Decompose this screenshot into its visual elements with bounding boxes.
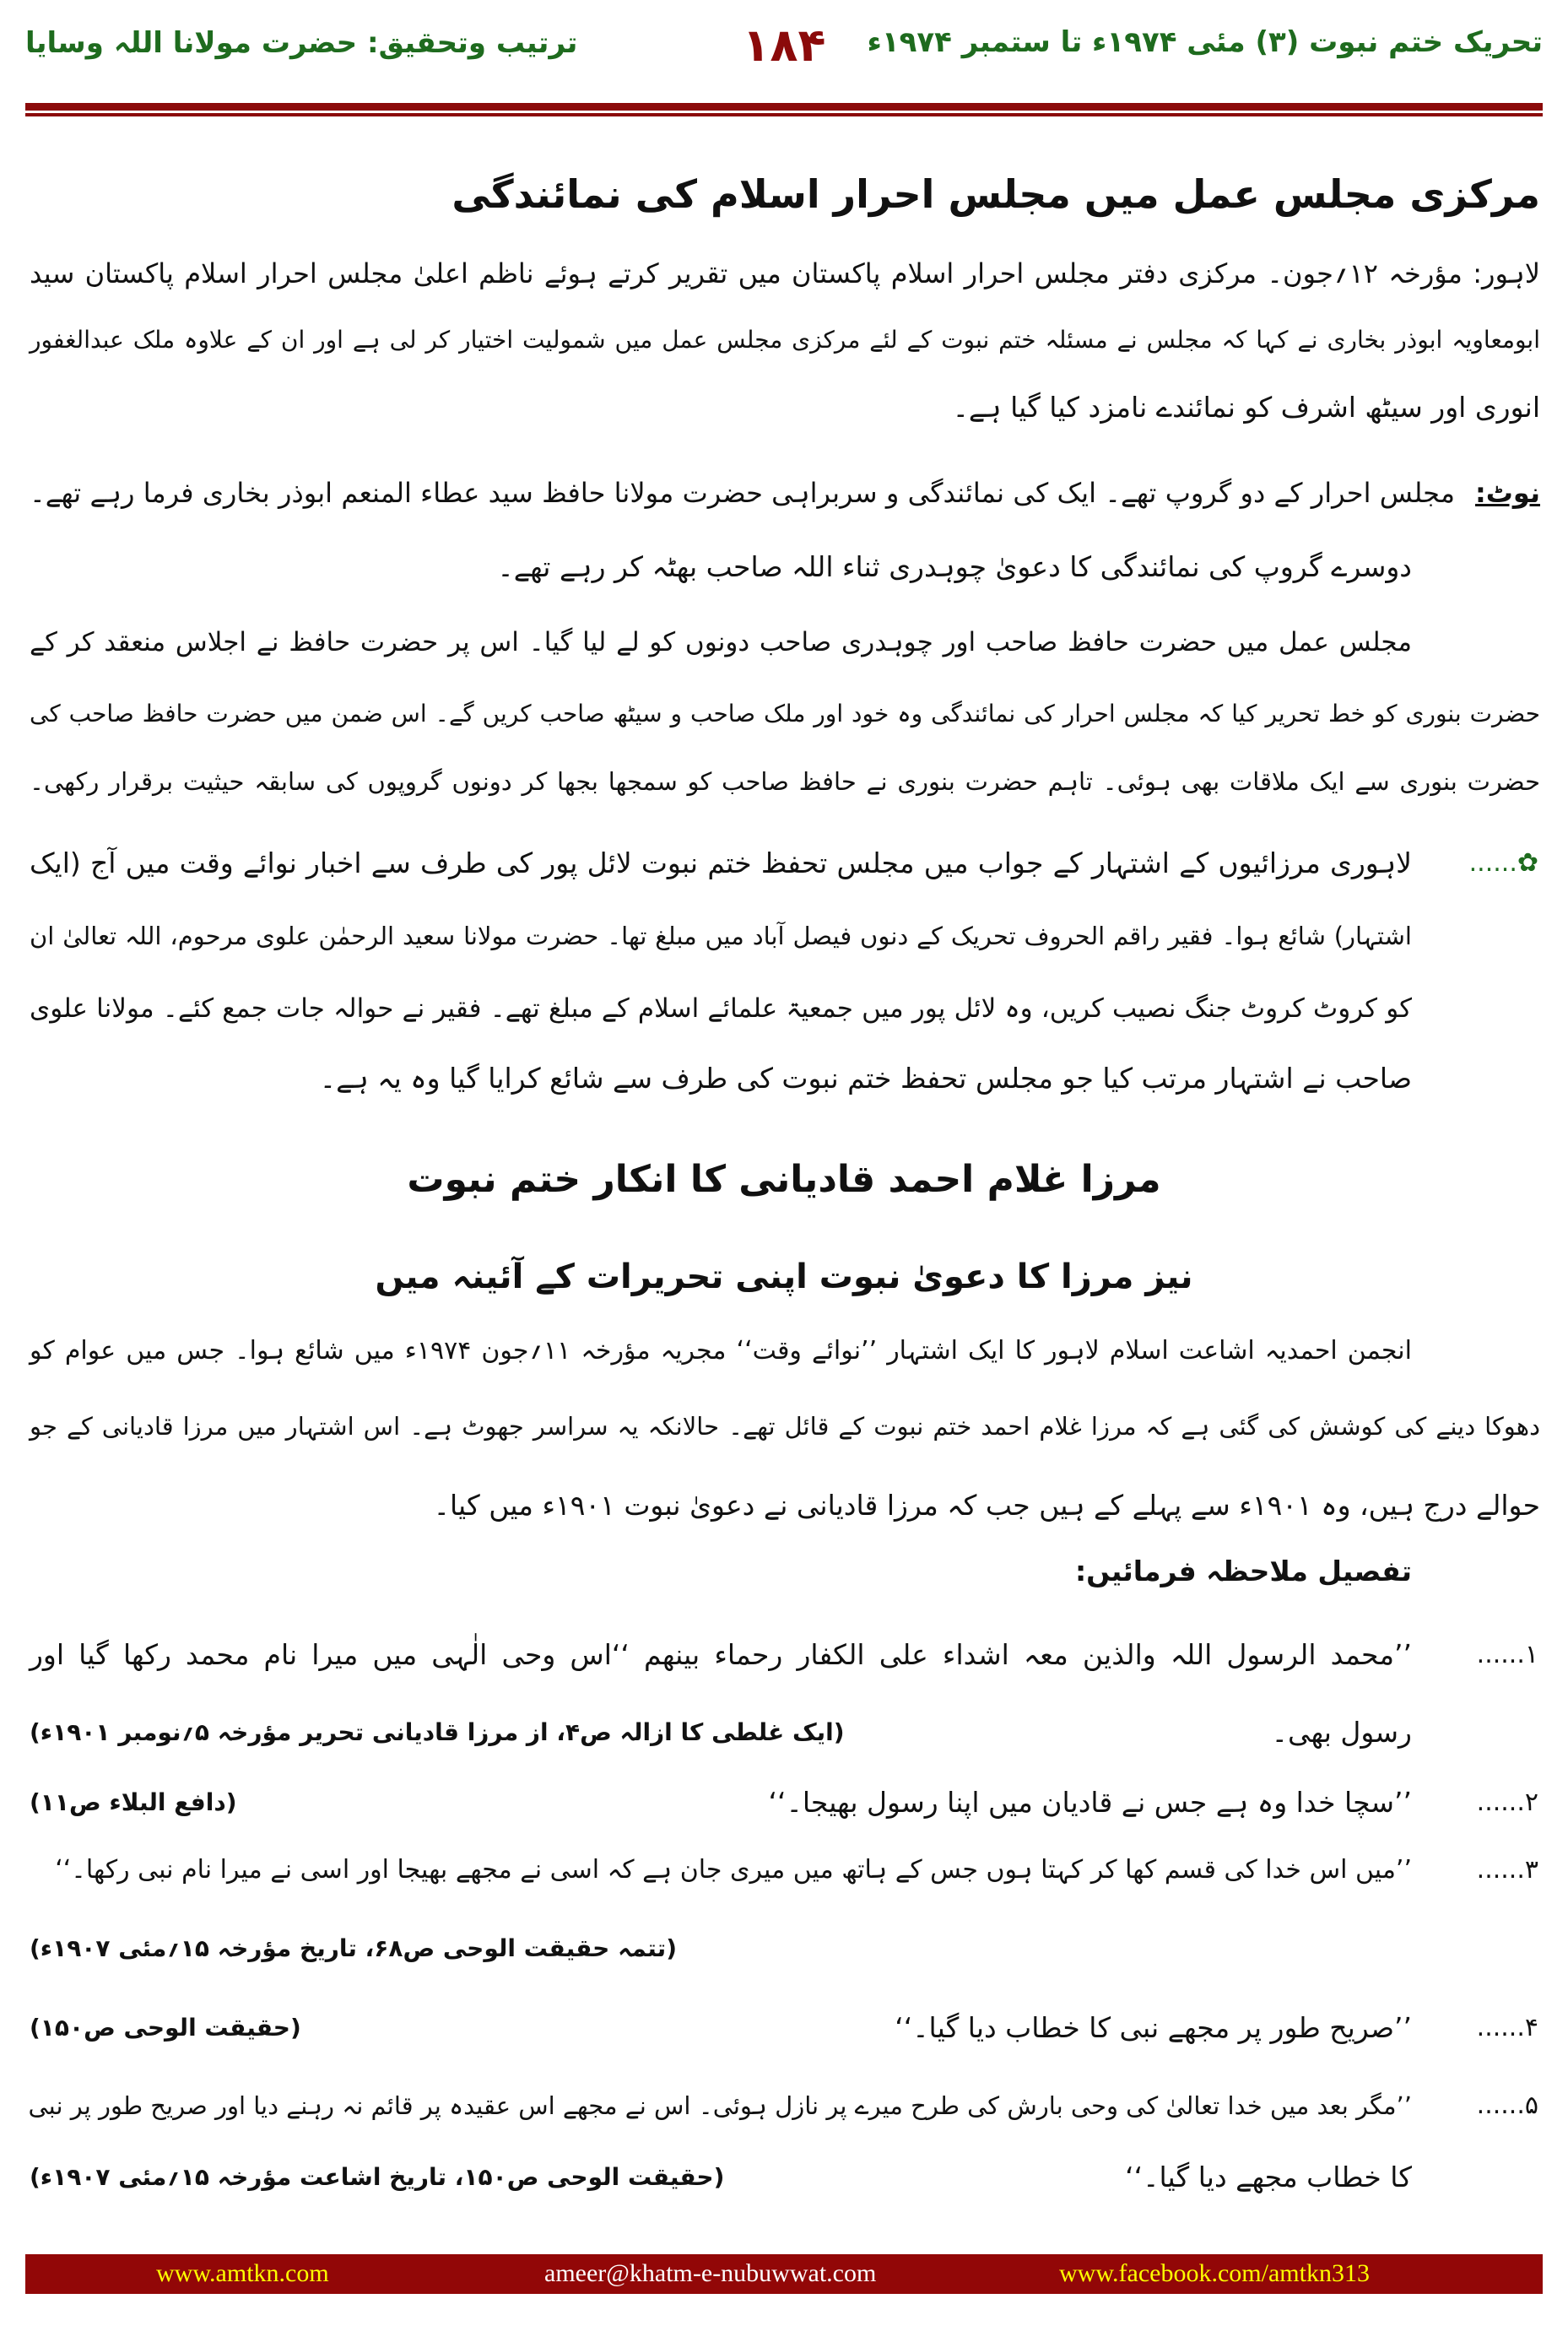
- footer-bar: [25, 2254, 1543, 2294]
- note-text: مجلس احرار کے دو گروپ تھے۔ ایک کی نمائندگی و سربراہی حضرت مولانا حافظ سید عطاء المنعم ابوذر بخاری فرما رہے تھے۔: [30, 477, 1455, 509]
- bullet-line: اشتہار) شائع ہوا۔ فقیر راقم الحروف تحریک کے دنوں فیصل آباد میں مبلغ تھا۔ حضرت مولانا سعید الرحمٰن علوی مرحوم، اللہ تعالیٰ ان: [30, 922, 1412, 950]
- section-title: مرکزی مجلس عمل میں مجلس احرار اسلام کی نمائندگی: [451, 171, 1540, 217]
- paragraph-line: ابومعاویہ ابوذر بخاری نے کہا کہ مجلس نے مسئلہ ختم نبوت کے لئے مرکزی مجلس عمل میں شمولیت اختیار کر لی ہے اور ان کے علاوہ ملک عبدالغفور: [30, 326, 1540, 354]
- item-number: ۴......: [1476, 2013, 1538, 2042]
- section-subtitle: نیز مرزا کا دعویٰ نبوت اپنی تحریرات کے آئینہ میں: [375, 1258, 1193, 1296]
- quote-line: ’’سچا خدا وہ ہے جس نے قادیان میں اپنا رسول بھیجا۔‘‘: [768, 1786, 1412, 1819]
- header-rule: [25, 103, 1543, 111]
- note-line: مجلس عمل میں حضرت حافظ صاحب اور چوہدری صاحب دونوں کو لے لیا گیا۔ اس پر حضرت حافظ نے اجلاس منعقد کر کے: [30, 627, 1412, 657]
- quote-line: ’’میں اس خدا کی قسم کھا کر کہتا ہوں جس کے ہاتھ میں میری جان ہے کہ اسی نے مجھے بھیجا اور اسی نے میرا نام نبی رکھا۔‘‘: [55, 1855, 1412, 1885]
- email-link[interactable]: ameer@khatm-e-nubuwwat.com: [544, 2259, 877, 2287]
- item-number: ۵......: [1476, 2090, 1538, 2120]
- citation: (دافع البلاء ص۱۱): [30, 1788, 237, 1816]
- quote-line: رسول بھی۔: [1271, 1716, 1412, 1749]
- quote-line: ’’صریح طور پر مجھے نبی کا خطاب دیا گیا۔‘‘: [895, 2011, 1412, 2044]
- quote-line: کا خطاب مجھے دیا گیا۔‘‘: [1125, 2161, 1412, 2193]
- bullet-line: صاحب نے اشتہار مرتب کیا جو مجلس تحفظ ختم نبوت کی طرف سے شائع کرایا گیا وہ یہ ہے۔: [319, 1062, 1412, 1095]
- paragraph-line: انجمن احمدیہ اشاعت اسلام لاہور کا ایک اشتہار ’’نوائے وقت‘‘ مجریہ مؤرخہ ۱۱؍جون ۱۹۷۴ء میں شائع ہوا۔ جس میں عوام کو: [30, 1336, 1412, 1366]
- citation: (تتمہ حقیقت الوحی ص۶۸، تاریخ مؤرخہ ۱۵؍مئی ۱۹۰۷ء): [30, 1934, 677, 1962]
- quote-line: ’’محمد الرسول اللہ والذین معہ اشداء علی الکفار رحماء بینھم ‘‘اس وحی الٰہی میں میرا نام محمد رکھا گیا اور: [30, 1638, 1412, 1671]
- quote-line: ’’مگر بعد میں خدا تعالیٰ کی وحی بارش کی طرح میرے پر نازل ہوئی۔ اس نے مجھے اس عقیدہ پر قائم نہ رہنے دیا اور صریح طور پر نبی: [28, 2091, 1412, 2120]
- paragraph-line: تفصیل ملاحظہ فرمائیں:: [1074, 1555, 1412, 1587]
- citation: (حقیقت الوحی ص۱۵۰، تاریخ اشاعت مؤرخہ ۱۵؍مئی ۱۹۰۷ء): [30, 2163, 725, 2191]
- paragraph-line: لاہور: مؤرخہ ۱۲؍جون۔ مرکزی دفتر مجلس احرار اسلام پاکستان میں تقریر کرتے ہوئے ناظم اعلیٰ مجلس احرار اسلام پاکستان سید: [30, 257, 1541, 289]
- note-label: نوٹ:: [1474, 477, 1540, 509]
- paragraph-line: حوالے درج ہیں، وہ ۱۹۰۱ء سے پہلے کے ہیں جب کہ مرزا قادیانی نے دعویٰ نبوت ۱۹۰۱ء میں کیا۔: [433, 1489, 1540, 1522]
- item-number: ۱......: [1476, 1640, 1538, 1669]
- compiler-credit: ترتیب وتحقیق: حضرت مولانا اللہ وسایا: [25, 26, 578, 60]
- facebook-link[interactable]: www.facebook.com/amtkn313: [1059, 2259, 1370, 2287]
- bullet-line: کو کروٹ کروٹ جنگ نصیب کریں، وہ لائل پور میں جمعیۃ علمائے اسلام کے مبلغ تھے۔ فقیر نے حوالہ جات جمع کئے۔ مولانا علوی: [30, 993, 1412, 1024]
- item-number: ۳......: [1476, 1855, 1538, 1885]
- citation: (حقیقت الوحی ص۱۵۰): [30, 2014, 301, 2042]
- note-line: حضرت بنوری کو خط تحریر کیا کہ مجلس احرار کی نمائندگی وہ خود اور ملک صاحب و سیٹھ صاحب کریں گے۔ اس ضمن میں حضرت حافظ صاحب کی: [30, 700, 1540, 727]
- bullet-line: لاہوری مرزائیوں کے اشتہار کے جواب میں مجلس تحفظ ختم نبوت لائل پور کی طرف سے اخبار نوائے وقت میں آج (ایک: [30, 846, 1412, 879]
- paragraph-line: دھوکا دینے کی کوشش کی گئی ہے کہ مرزا غلام احمد ختم نبوت کے قائل تھے۔ حالانکہ یہ سراسر جھوٹ ہے۔ اس اشتہار میں مرزا قادیانی کے جو: [30, 1412, 1540, 1441]
- book-title: تحریک ختم نبوت (۳) مئی ۱۹۷۴ء تا ستمبر ۱۹۷۴ء: [867, 25, 1543, 59]
- bullet-marker: ✿......: [1468, 848, 1538, 878]
- note-line: حضرت بنوری سے ایک ملاقات بھی ہوئی۔ تاہم حضرت بنوری نے حافظ صاحب کو سمجھا بجھا کر دونوں گروپوں کی سابقہ حیثیت برقرار رکھی۔: [30, 767, 1540, 796]
- paragraph-line: انوری اور سیٹھ اشرف کو نمائندے نامزد کیا گیا ہے۔: [952, 391, 1540, 424]
- website-link[interactable]: www.amtkn.com: [156, 2259, 329, 2287]
- note-line: دوسرے گروپ کی نمائندگی کا دعویٰ چوہدری ثناء اللہ صاحب بھٹہ کر رہے تھے۔: [497, 550, 1412, 583]
- citation: (ایک غلطی کا ازالہ ص۴، از مرزا قادیانی تحریر مؤرخہ ۵؍نومبر ۱۹۰۱ء): [30, 1718, 845, 1746]
- header-rule-thin: [25, 113, 1543, 116]
- item-number: ۲......: [1476, 1788, 1538, 1817]
- section-title: مرزا غلام احمد قادیانی کا انکار ختم نبوت: [407, 1158, 1161, 1201]
- page-number: ۱۸۴: [742, 19, 826, 72]
- note-line: [30, 468, 1540, 518]
